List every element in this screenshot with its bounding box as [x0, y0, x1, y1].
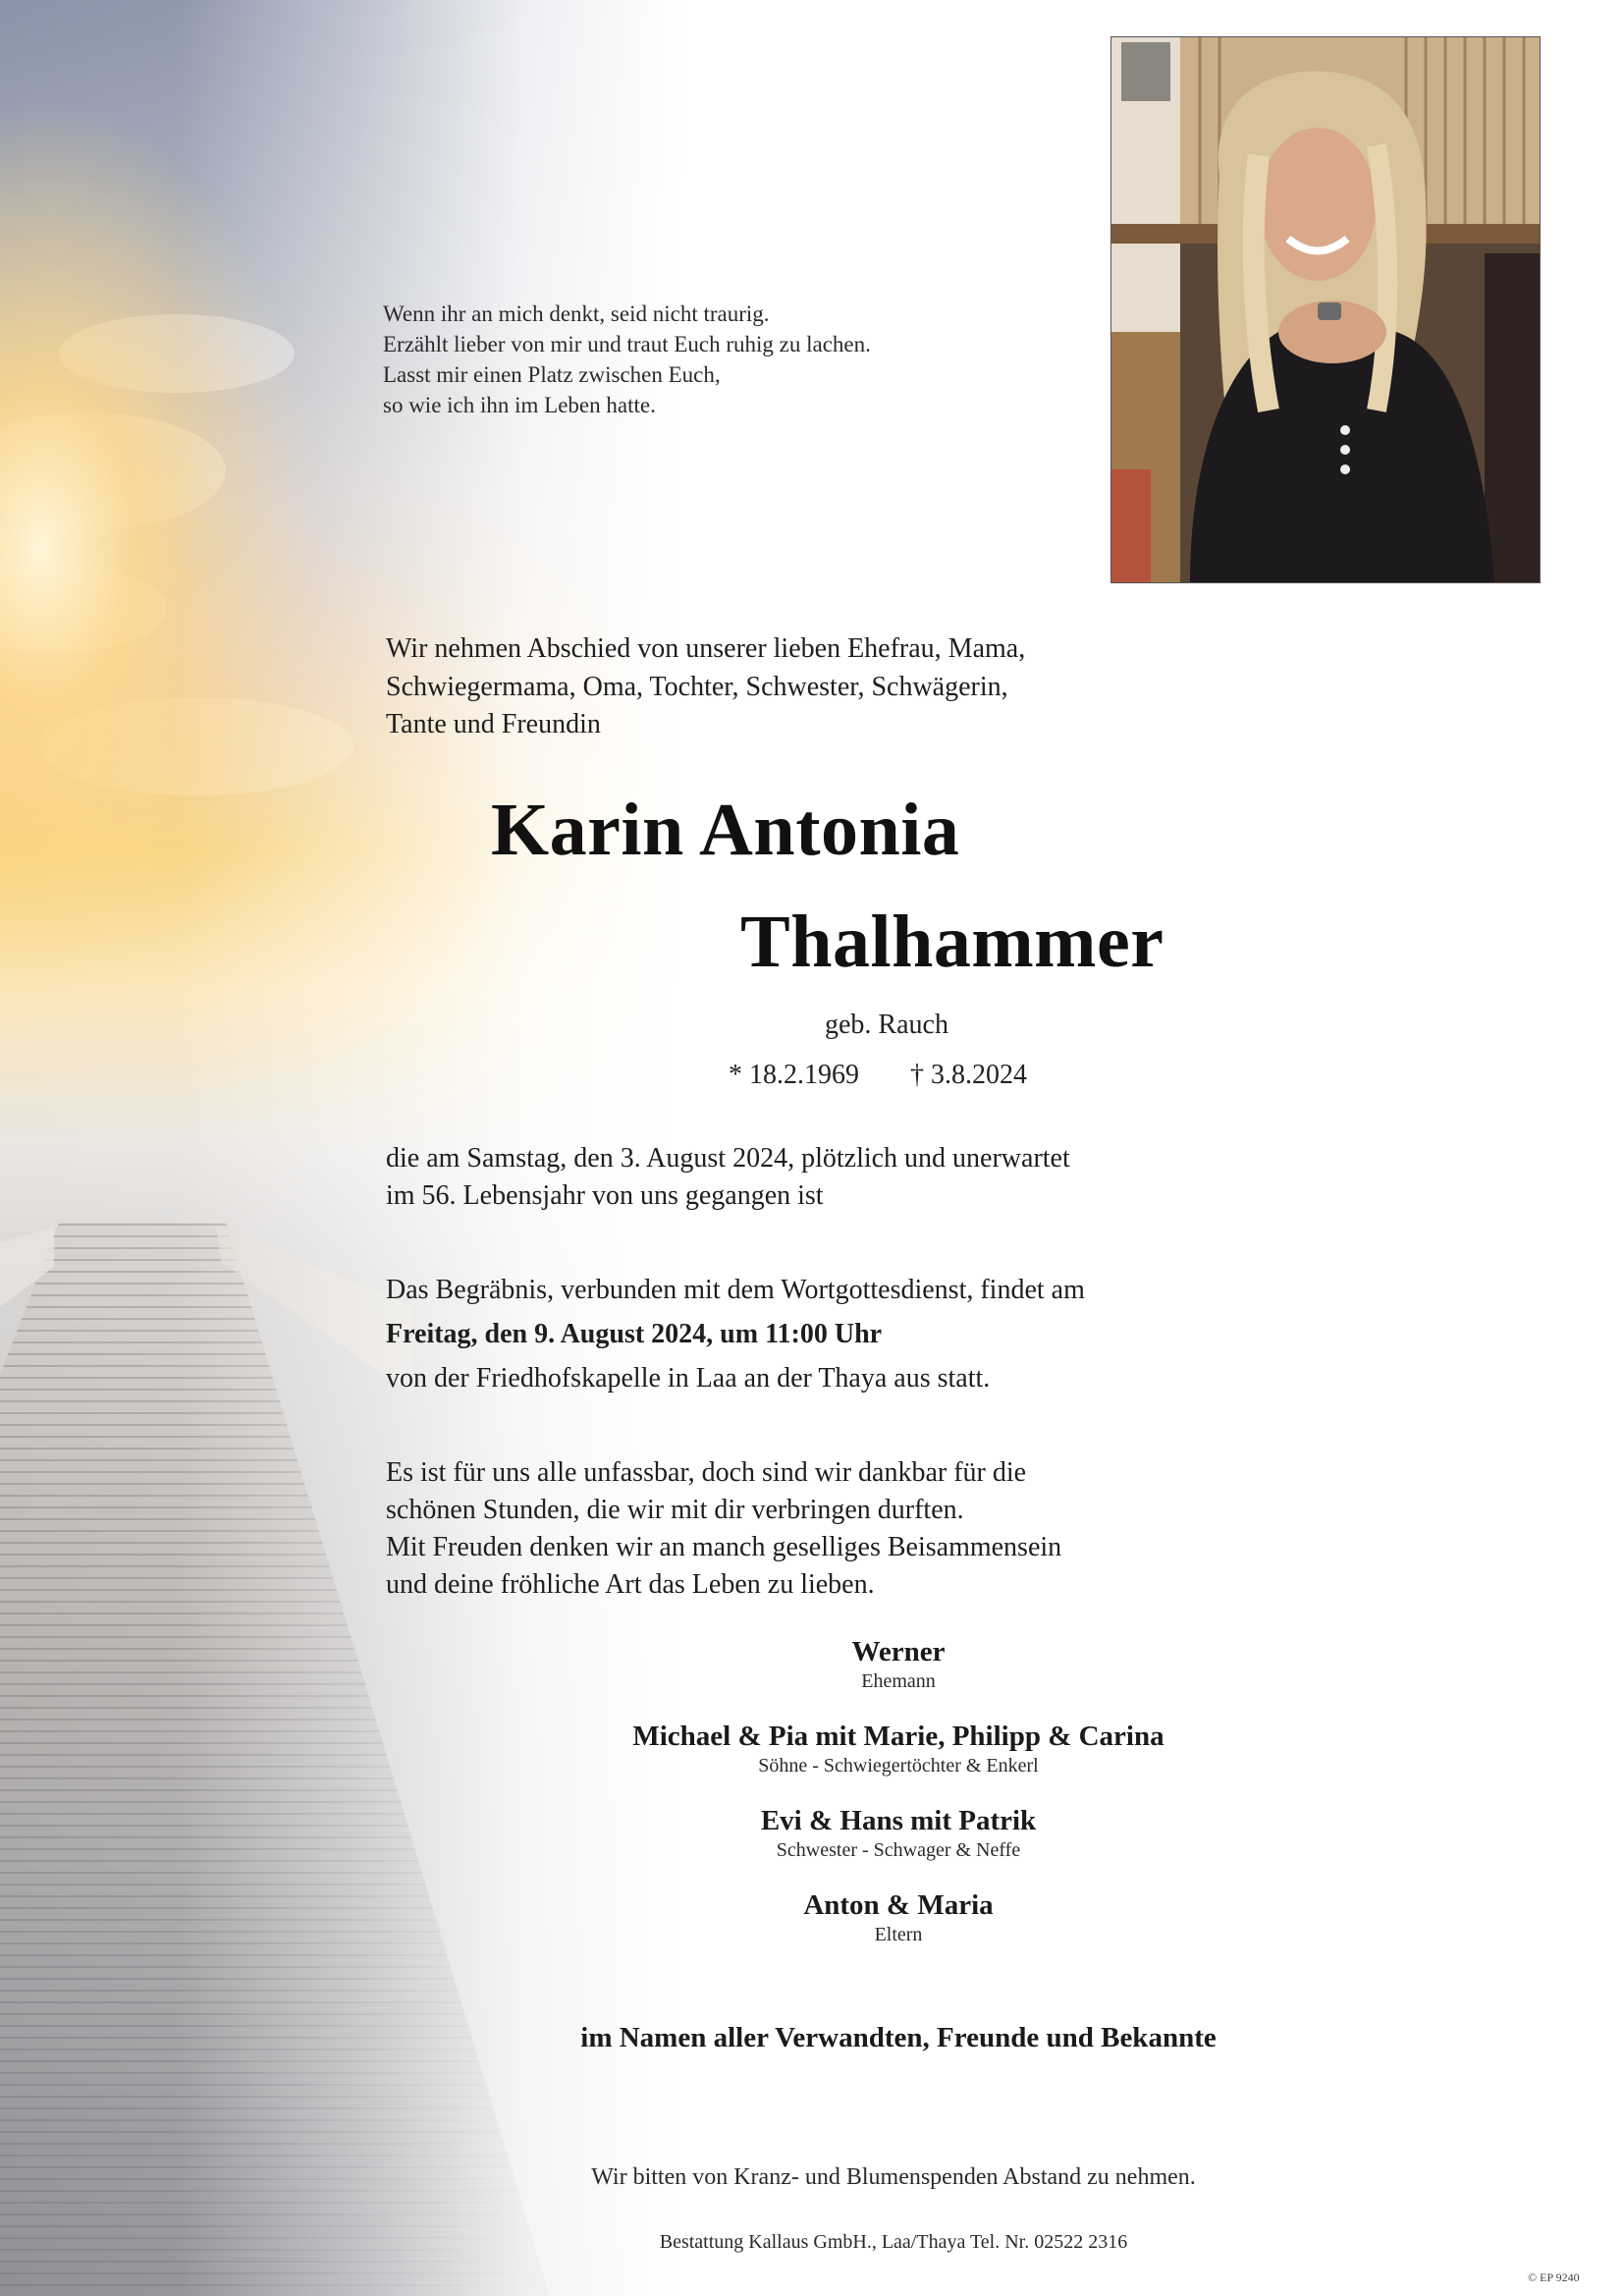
- mourner-entry: [491, 1887, 1306, 1946]
- funeral-location: von der Friedhofskapelle in Laa an der Thaya aus statt.: [386, 1363, 991, 1394]
- death-notice-line: im 56. Lebensjahr von uns gegangen ist: [386, 1180, 824, 1211]
- mourner-names: Anton & Maria: [803, 1889, 994, 1921]
- template-code: © EP 9240: [1528, 2270, 1580, 2284]
- mourner-relation: Schwester - Schwager & Neffe: [776, 1839, 1021, 1861]
- mourner-entry: [491, 1719, 1306, 1777]
- death-notice: [386, 1140, 1070, 1215]
- memory-line: schönen Stunden, die wir mit dir verbringen durften.: [386, 1495, 964, 1525]
- mourner-entry: [491, 1634, 1306, 1693]
- mourner-entry: [491, 1803, 1306, 1862]
- poem-line: Lasst mir einen Platz zwischen Euch,: [383, 362, 721, 387]
- donation-request: Wir bitten von Kranz- und Blumenspenden Abstand zu nehmen.: [591, 2164, 1196, 2190]
- mourners-list: [491, 1634, 1306, 1972]
- death-notice-line: die am Samstag, den 3. August 2024, plötzlich und unerwartet: [386, 1143, 1070, 1174]
- memorial-poem: [383, 299, 1070, 420]
- undertaker-info: Bestattung Kallaus GmbH., Laa/Thaya Tel. Nr. 02522 2316: [659, 2231, 1128, 2253]
- funeral-line: Das Begräbnis, verbunden mit dem Wortgottesdienst, findet am: [386, 1275, 1085, 1305]
- mourner-relation: Eltern: [874, 1924, 923, 1945]
- memory-line: Mit Freuden denken wir an manch geselliges Beisammensein: [386, 1532, 1062, 1562]
- portrait-photo: [1110, 36, 1541, 583]
- funeral-date-time: Freitag, den 9. August 2024, um 11:00 Uhr: [386, 1319, 883, 1349]
- mourner-names: Michael & Pia mit Marie, Philipp & Carina: [632, 1721, 1164, 1752]
- life-dates: [729, 1060, 1027, 1091]
- death-date: † 3.8.2024: [910, 1060, 1027, 1090]
- intro-line: Schwiegermama, Oma, Tochter, Schwester, Schwägerin,: [386, 671, 1008, 702]
- farewell-intro: [386, 630, 1270, 744]
- mourner-names: Werner: [851, 1636, 946, 1667]
- poem-line: Wenn ihr an mich denkt, seid nicht traurig.: [383, 301, 770, 326]
- deceased-first-names: Karin Antonia: [491, 789, 960, 871]
- mourner-names: Evi & Hans mit Patrik: [760, 1805, 1037, 1836]
- memory-line: Es ist für uns alle unfassbar, doch sind wir dankbar für die: [386, 1457, 1027, 1488]
- intro-line: Wir nehmen Abschied von unserer lieben Ehefrau, Mama,: [386, 633, 1026, 664]
- intro-line: Tante und Freundin: [386, 709, 601, 739]
- poem-line: Erzählt lieber von mir und traut Euch ruhig zu lachen.: [383, 332, 871, 356]
- deceased-surname: Thalhammer: [740, 901, 1164, 983]
- mourner-relation: Söhne - Schwiegertöchter & Enkerl: [758, 1755, 1039, 1777]
- birth-name: geb. Rauch: [825, 1010, 948, 1040]
- birth-date: * 18.2.1969: [729, 1060, 859, 1090]
- poem-line: so wie ich ihn im Leben hatte.: [383, 393, 656, 417]
- memory-line: und deine fröhliche Art das Leben zu lieben.: [386, 1569, 875, 1600]
- mourner-relation: Ehemann: [861, 1670, 936, 1692]
- funeral-details: [386, 1268, 1085, 1400]
- closing-line: im Namen aller Verwandten, Freunde und Bekannte: [580, 2022, 1217, 2053]
- memory-text: [386, 1454, 1061, 1604]
